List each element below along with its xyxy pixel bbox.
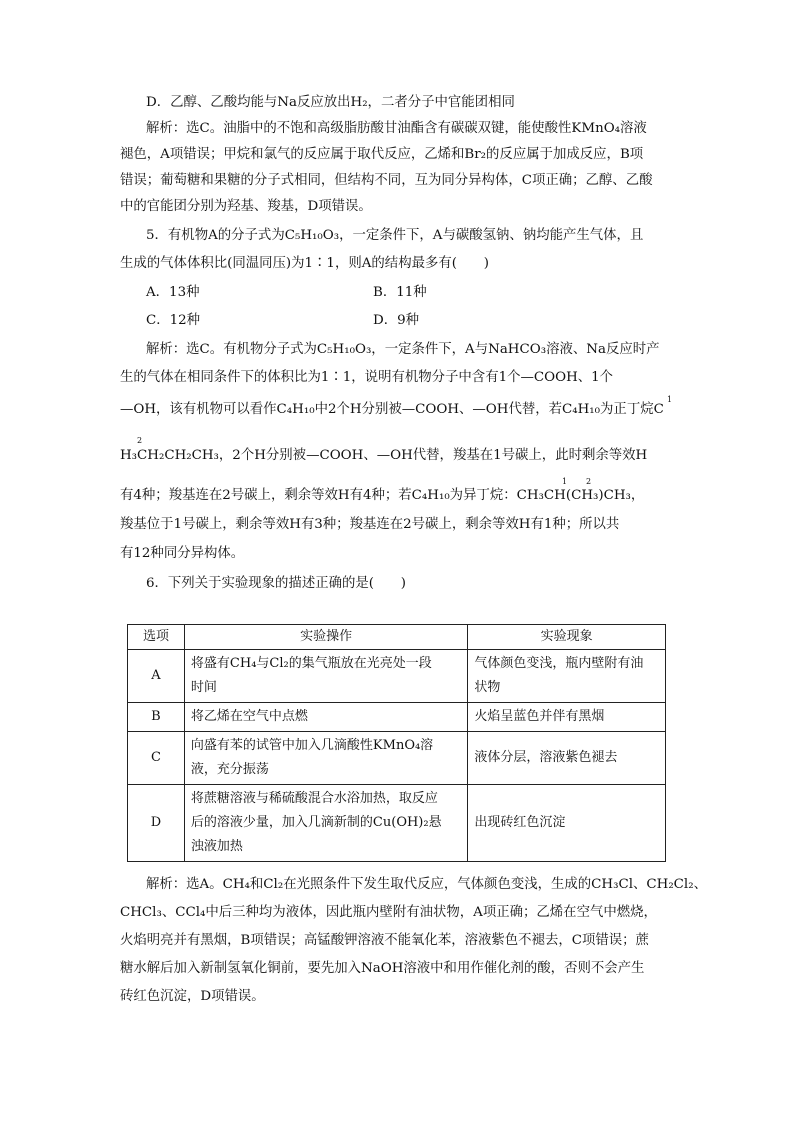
row-option: C: [128, 732, 185, 785]
q5-analysis-line: 有4种；羧基连在2号碳上，剩余等效H有4种；若C₄H₁₀为异丁烷：CH₃CH(CH₃)CH₃，: [120, 488, 645, 503]
table-row: [128, 785, 666, 862]
row-option: A: [128, 650, 185, 703]
header-operation: 实验操作: [184, 625, 467, 650]
carbon-number-label: 2: [586, 477, 592, 486]
table-row: [128, 650, 666, 703]
table-row: [128, 703, 666, 732]
cell-line: 向盛有苯的试管中加入几滴酸性KMnO₄溶: [190, 738, 434, 753]
q6-stem: 6．下列关于实验现象的描述正确的是( ): [146, 576, 406, 591]
cell-line: 后的溶液少量，加入几滴新制的Cu(OH)₂悬: [190, 815, 442, 830]
carbon-number-label: 1: [562, 477, 568, 486]
row-operation: [184, 732, 467, 785]
q5-analysis-line: 解析：选C。有机物分子式为C₅H₁₀O₃，一定条件下，A与NaHCO₃溶液、Na反应时产: [146, 342, 660, 357]
header-option: 选项: [128, 625, 185, 650]
q5-analysis-line: 羧基位于1号碳上，剩余等效H有3种；羧基连在2号碳上，剩余等效H有1种；所以共: [120, 517, 620, 532]
row-option: D: [128, 785, 185, 862]
row-phenomenon: [468, 650, 666, 703]
q4-analysis-line: 错误；葡萄糖和果糖的分子式相同，但结构不同，互为同分异构体，C项正确；乙醇、乙酸: [120, 173, 653, 188]
q6-analysis-line: 解析：选A。CH₄和Cl₂在光照条件下发生取代反应，气体颜色变浅，生成的CH₃Cl、CH₂Cl₂、: [146, 877, 707, 892]
cell-line: 出现砖红色沉淀: [474, 815, 566, 830]
q5-option-a: A．13种: [146, 285, 200, 300]
cell-line: 状物: [474, 680, 501, 695]
row-phenomenon: [468, 732, 666, 785]
cell-line: 液体分层，溶液紫色褪去: [474, 750, 618, 765]
row-option: B: [128, 703, 185, 732]
cell-line: 气体颜色变浅，瓶内壁附有油: [474, 656, 644, 671]
experiment-table: [127, 624, 666, 862]
row-phenomenon: [468, 703, 666, 732]
row-operation: [184, 703, 467, 732]
q5-option-c: C．12种: [146, 313, 201, 328]
cell-line: 液，充分振荡: [190, 762, 269, 777]
row-phenomenon: [468, 785, 666, 862]
q6-analysis-line: 火焰明亮并有黑烟，B项错误；高锰酸钾溶液不能氧化苯，溶液紫色不褪去，C项错误；蔗: [120, 933, 649, 948]
cell-line: 将盛有CH₄与Cl₂的集气瓶放在光亮处一段: [190, 656, 432, 671]
q4-analysis-line: 解析：选C。油脂中的不饱和高级脂肪酸甘油酯含有碳碳双键，能使酸性KMnO₄溶液: [146, 121, 647, 136]
q6-analysis-line: 砖红色沉淀，D项错误。: [120, 989, 265, 1004]
q5-stem-line: 5．有机物A的分子式为C₅H₁₀O₃，一定条件下，A与碳酸氢钠、钠均能产生气体，且: [146, 228, 644, 243]
table-header-row: [128, 625, 666, 650]
q5-analysis-line: —OH，该有机物可以看作C₄H₁₀中2个H分别被—COOH、—OH代替，若C₄H₁₀为正丁烷C: [120, 402, 664, 417]
q6-analysis-line: CHCl₃、CCl₄中后三种均为液体，因此瓶内壁附有油状物，A项正确；乙烯在空气中燃烧，: [120, 905, 657, 920]
q6-analysis-line: 糖水解后加入新制氢氧化铜前，要先加入NaOH溶液中和用作催化剂的酸，否则不会产生: [120, 961, 645, 976]
row-operation: [184, 785, 467, 862]
table-row: [128, 732, 666, 785]
cell-line: 火焰呈蓝色并伴有黑烟: [474, 709, 605, 724]
q5-analysis-line: H₃CH₂CH₂CH₃，2个H分别被—COOH、—OH代替，羧基在1号碳上，此时剩余等效H: [120, 448, 648, 463]
q4-analysis-line: 中的官能团分别为羟基、羧基，D项错误。: [120, 199, 372, 214]
q5-option-d: D．9种: [373, 313, 420, 328]
cell-line: 将蔗糖溶液与稀硫酸混合水浴加热，取反应: [190, 791, 438, 806]
cell-line: 将乙烯在空气中点燃: [190, 709, 308, 724]
carbon-number-label: 2: [137, 436, 143, 445]
cell-line: 时间: [190, 680, 217, 695]
q5-option-b: B．11种: [373, 285, 427, 300]
row-operation: [184, 650, 467, 703]
q5-analysis-line: 有12种同分异构体。: [120, 546, 245, 561]
header-phenomenon: 实验现象: [468, 625, 666, 650]
carbon-number-label: 1: [667, 395, 673, 404]
q4-option-d: D．乙醇、乙酸均能与Na反应放出H₂，二者分子中官能团相同: [146, 95, 515, 110]
q5-analysis-line: 生的气体在相同条件下的体积比为1∶1，说明有机物分子中含有1个—COOH、1个: [120, 370, 614, 385]
q5-stem-line: 生成的气体体积比(同温同压)为1∶1，则A的结构最多有( ): [120, 256, 489, 271]
cell-line: 浊液加热: [190, 839, 243, 854]
q4-analysis-line: 褪色，A项错误；甲烷和氯气的反应属于取代反应，乙烯和Br₂的反应属于加成反应，B项: [120, 147, 644, 162]
